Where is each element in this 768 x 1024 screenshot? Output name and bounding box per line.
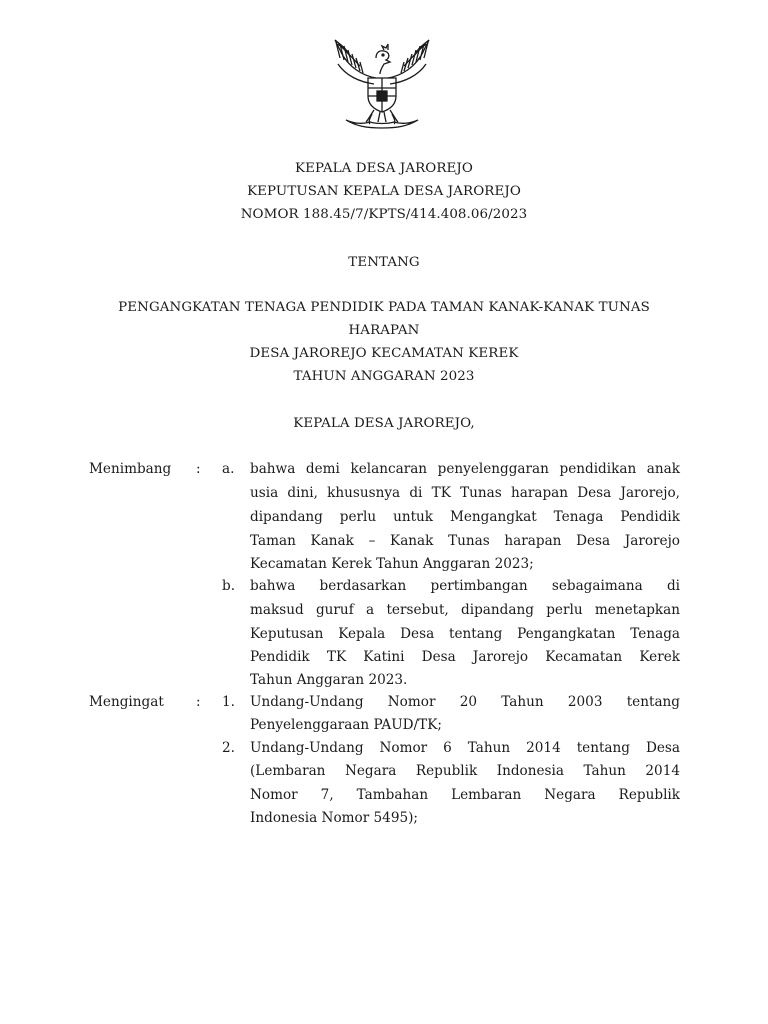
mengingat-2-line-4: Indonesia Nomor 5495);: [250, 810, 419, 826]
mengingat-marker-2: 2.: [222, 740, 235, 756]
mengingat-1-line-2: Penyelenggaraan PAUD/TK;: [250, 717, 442, 733]
subject-line-1: PENGANGKATAN TENAGA PENDIDIK PADA TAMAN KANAK-KANAK TUNAS: [118, 300, 650, 315]
menimbang-b-line-2: maksud guruf a tersebut, dipandang perlu menetapkan: [250, 602, 680, 618]
mengingat-2-line-2: (Lembaran Negara Republik Indonesia Tahun 2014: [250, 763, 680, 779]
menimbang-b-line-3: Keputusan Kepala Desa tentang Pengangkatan Tenaga: [250, 626, 680, 642]
menimbang-a-line-5: Kecamatan Kerek Tahun Anggaran 2023;: [250, 556, 534, 572]
mengingat-marker-1: 1.: [222, 694, 235, 710]
subject-line-2: HARAPAN: [348, 323, 420, 338]
menimbang-a-line-3: dipandang perlu untuk Mengangkat Tenaga Pendidik: [250, 509, 680, 525]
menimbang-b-line-1: bahwa berdasarkan pertimbangan sebagaimana di: [250, 578, 680, 594]
menimbang-a-line-4: Taman Kanak – Kanak Tunas harapan Desa Jarorejo: [250, 533, 680, 549]
garuda-emblem-icon: [330, 38, 434, 130]
header-line-official: KEPALA DESA JAROREJO: [295, 161, 473, 176]
menimbang-a-line-1: bahwa demi kelancaran penyelenggaran pendidikan anak: [250, 461, 680, 477]
menimbang-label: Menimbang: [89, 461, 172, 477]
header-tentang: TENTANG: [348, 255, 420, 270]
mengingat-label: Mengingat: [89, 694, 164, 710]
menimbang-marker-a: a.: [222, 461, 235, 477]
menimbang-b-line-5: Tahun Anggaran 2023.: [250, 672, 408, 688]
header-line-decree: KEPUTUSAN KEPALA DESA JAROREJO: [247, 184, 521, 199]
subject-line-4: TAHUN ANGGARAN 2023: [293, 369, 475, 384]
subject-line-3: DESA JAROREJO KECAMATAN KEREK: [249, 346, 519, 361]
menimbang-colon: :: [196, 461, 201, 477]
mengingat-1-line-1: Undang-Undang Nomor 20 Tahun 2003 tentang: [250, 694, 680, 710]
official-title: KEPALA DESA JAROREJO,: [293, 416, 475, 431]
menimbang-a-line-2: usia dini, khususnya di TK Tunas harapan Desa Jarorejo,: [250, 485, 680, 501]
mengingat-2-line-1: Undang-Undang Nomor 6 Tahun 2014 tentang Desa: [250, 740, 680, 756]
menimbang-b-line-4: Pendidik TK Katini Desa Jarorejo Kecamatan Kerek: [250, 649, 680, 665]
header-line-number: NOMOR 188.45/7/KPTS/414.408.06/2023: [240, 207, 528, 222]
mengingat-colon: :: [196, 694, 201, 710]
mengingat-2-line-3: Nomor 7, Tambahan Lembaran Negara Republik: [250, 787, 680, 803]
menimbang-marker-b: b.: [222, 578, 236, 594]
